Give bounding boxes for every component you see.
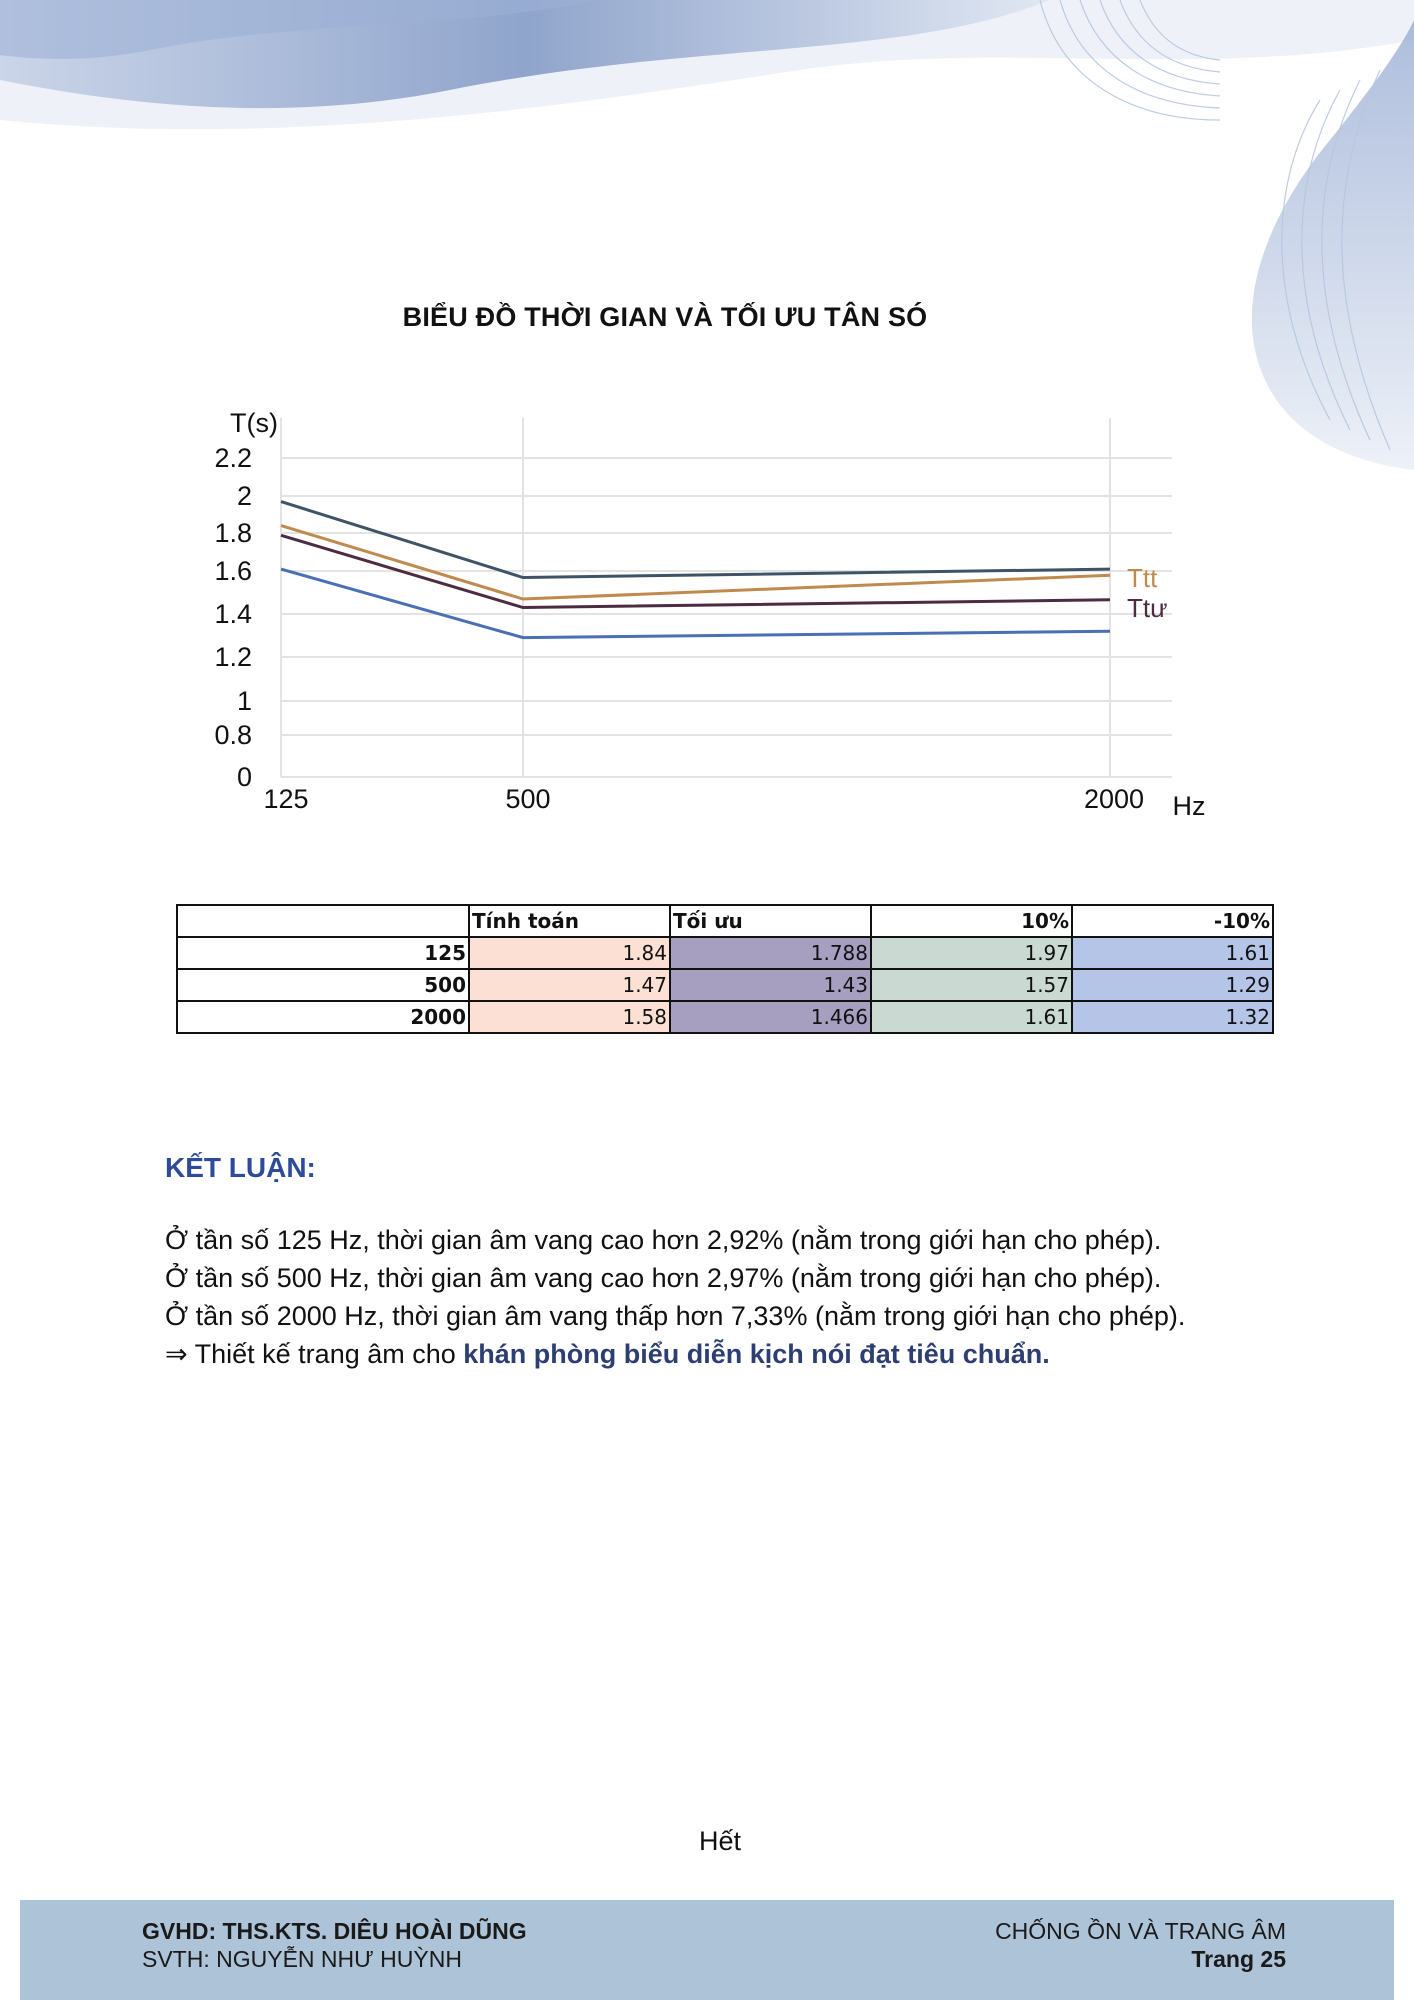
line-chart bbox=[0, 0, 1414, 840]
table-cell: 1.97 bbox=[871, 937, 1072, 969]
table-header-cell: Tính toán bbox=[469, 905, 670, 937]
y-tick-label: 1.8 bbox=[214, 518, 252, 548]
table-cell: 1.61 bbox=[871, 1001, 1072, 1033]
table-cell: 1.58 bbox=[469, 1001, 670, 1033]
conclusion-heading: KẾT LUẬN: bbox=[165, 1152, 316, 1183]
table-cell: 1.61 bbox=[1072, 937, 1273, 969]
y-tick-label: 1.4 bbox=[214, 599, 252, 629]
y-tick-label: 2.2 bbox=[214, 443, 252, 473]
y-tick-label: 1.2 bbox=[214, 642, 252, 672]
table-cell: 1.43 bbox=[670, 969, 871, 1001]
table-cell: 1.57 bbox=[871, 969, 1072, 1001]
table-cell: 1.84 bbox=[469, 937, 670, 969]
data-table bbox=[176, 904, 1274, 1034]
table-row-label: 2000 bbox=[177, 1001, 469, 1033]
conclusion-final-prefix: ⇒ Thiết kế trang âm cho bbox=[165, 1339, 464, 1369]
series-end-label: Ttt bbox=[1127, 563, 1158, 593]
conclusion-line: Ở tần số 2000 Hz, thời gian âm vang thấp hơn 7,33% (nằm trong giới hạn cho phép). bbox=[165, 1301, 1186, 1331]
footer-instructor: GVHD: THS.KTS. DIÊU HOÀI DŨNG bbox=[142, 1918, 527, 1944]
table-row-label: 500 bbox=[177, 969, 469, 1001]
chart-title: BIỂU ĐỒ THỜI GIAN VÀ TỐI ƯU TÂN SÓ bbox=[402, 302, 928, 332]
table-row bbox=[177, 969, 1273, 1001]
series-end-label: Ttư bbox=[1127, 593, 1168, 623]
table-row bbox=[177, 937, 1273, 969]
table-header-cell: -10% bbox=[1072, 905, 1273, 937]
table-cell: 1.466 bbox=[670, 1001, 871, 1033]
table-row-label: 125 bbox=[177, 937, 469, 969]
table-cell: 1.788 bbox=[670, 937, 871, 969]
x-axis-label: Hz bbox=[1172, 791, 1206, 821]
series-line-10 bbox=[281, 502, 1110, 578]
x-tick-label: 500 bbox=[505, 784, 551, 814]
series-line-Ttt bbox=[281, 526, 1110, 599]
end-text: Hết bbox=[698, 1826, 742, 1856]
x-tick-label: 125 bbox=[263, 784, 309, 814]
conclusion-line: Ở tần số 500 Hz, thời gian âm vang cao hơn 2,97% (nằm trong giới hạn cho phép). bbox=[165, 1263, 1162, 1293]
table-header-cell bbox=[177, 905, 469, 937]
y-tick-label: 0.8 bbox=[214, 720, 252, 750]
footer-subject: CHỐNG ỒN VÀ TRANG ÂM bbox=[995, 1918, 1286, 1944]
table-cell: 1.29 bbox=[1072, 969, 1273, 1001]
y-tick-label: 0 bbox=[236, 762, 252, 792]
table-cell: 1.32 bbox=[1072, 1001, 1273, 1033]
x-tick-label: 2000 bbox=[1083, 784, 1145, 814]
y-tick-label: 1.6 bbox=[214, 556, 252, 586]
table-cell: 1.47 bbox=[469, 969, 670, 1001]
table-header-cell: Tối ưu bbox=[670, 905, 871, 937]
table-row bbox=[177, 1001, 1273, 1033]
conclusion-line: Ở tần số 125 Hz, thời gian âm vang cao hơn 2,92% (nằm trong giới hạn cho phép). bbox=[165, 1225, 1162, 1255]
table-header-row bbox=[177, 905, 1273, 937]
footer-student: SVTH: NGUYỄN NHƯ HUỲNH bbox=[142, 1946, 462, 1972]
y-tick-label: 1 bbox=[236, 686, 252, 716]
footer bbox=[20, 1900, 1394, 2000]
y-tick-label: 2 bbox=[236, 481, 252, 511]
table-header-cell: 10% bbox=[871, 905, 1072, 937]
conclusion-final-line bbox=[165, 1339, 1050, 1370]
y-axis-label: T(s) bbox=[230, 408, 278, 438]
conclusion-final-bold: khán phòng biểu diễn kịch nói đạt tiêu chuẩn. bbox=[463, 1339, 1050, 1369]
footer-page-number: Trang 25 bbox=[1191, 1946, 1286, 1972]
